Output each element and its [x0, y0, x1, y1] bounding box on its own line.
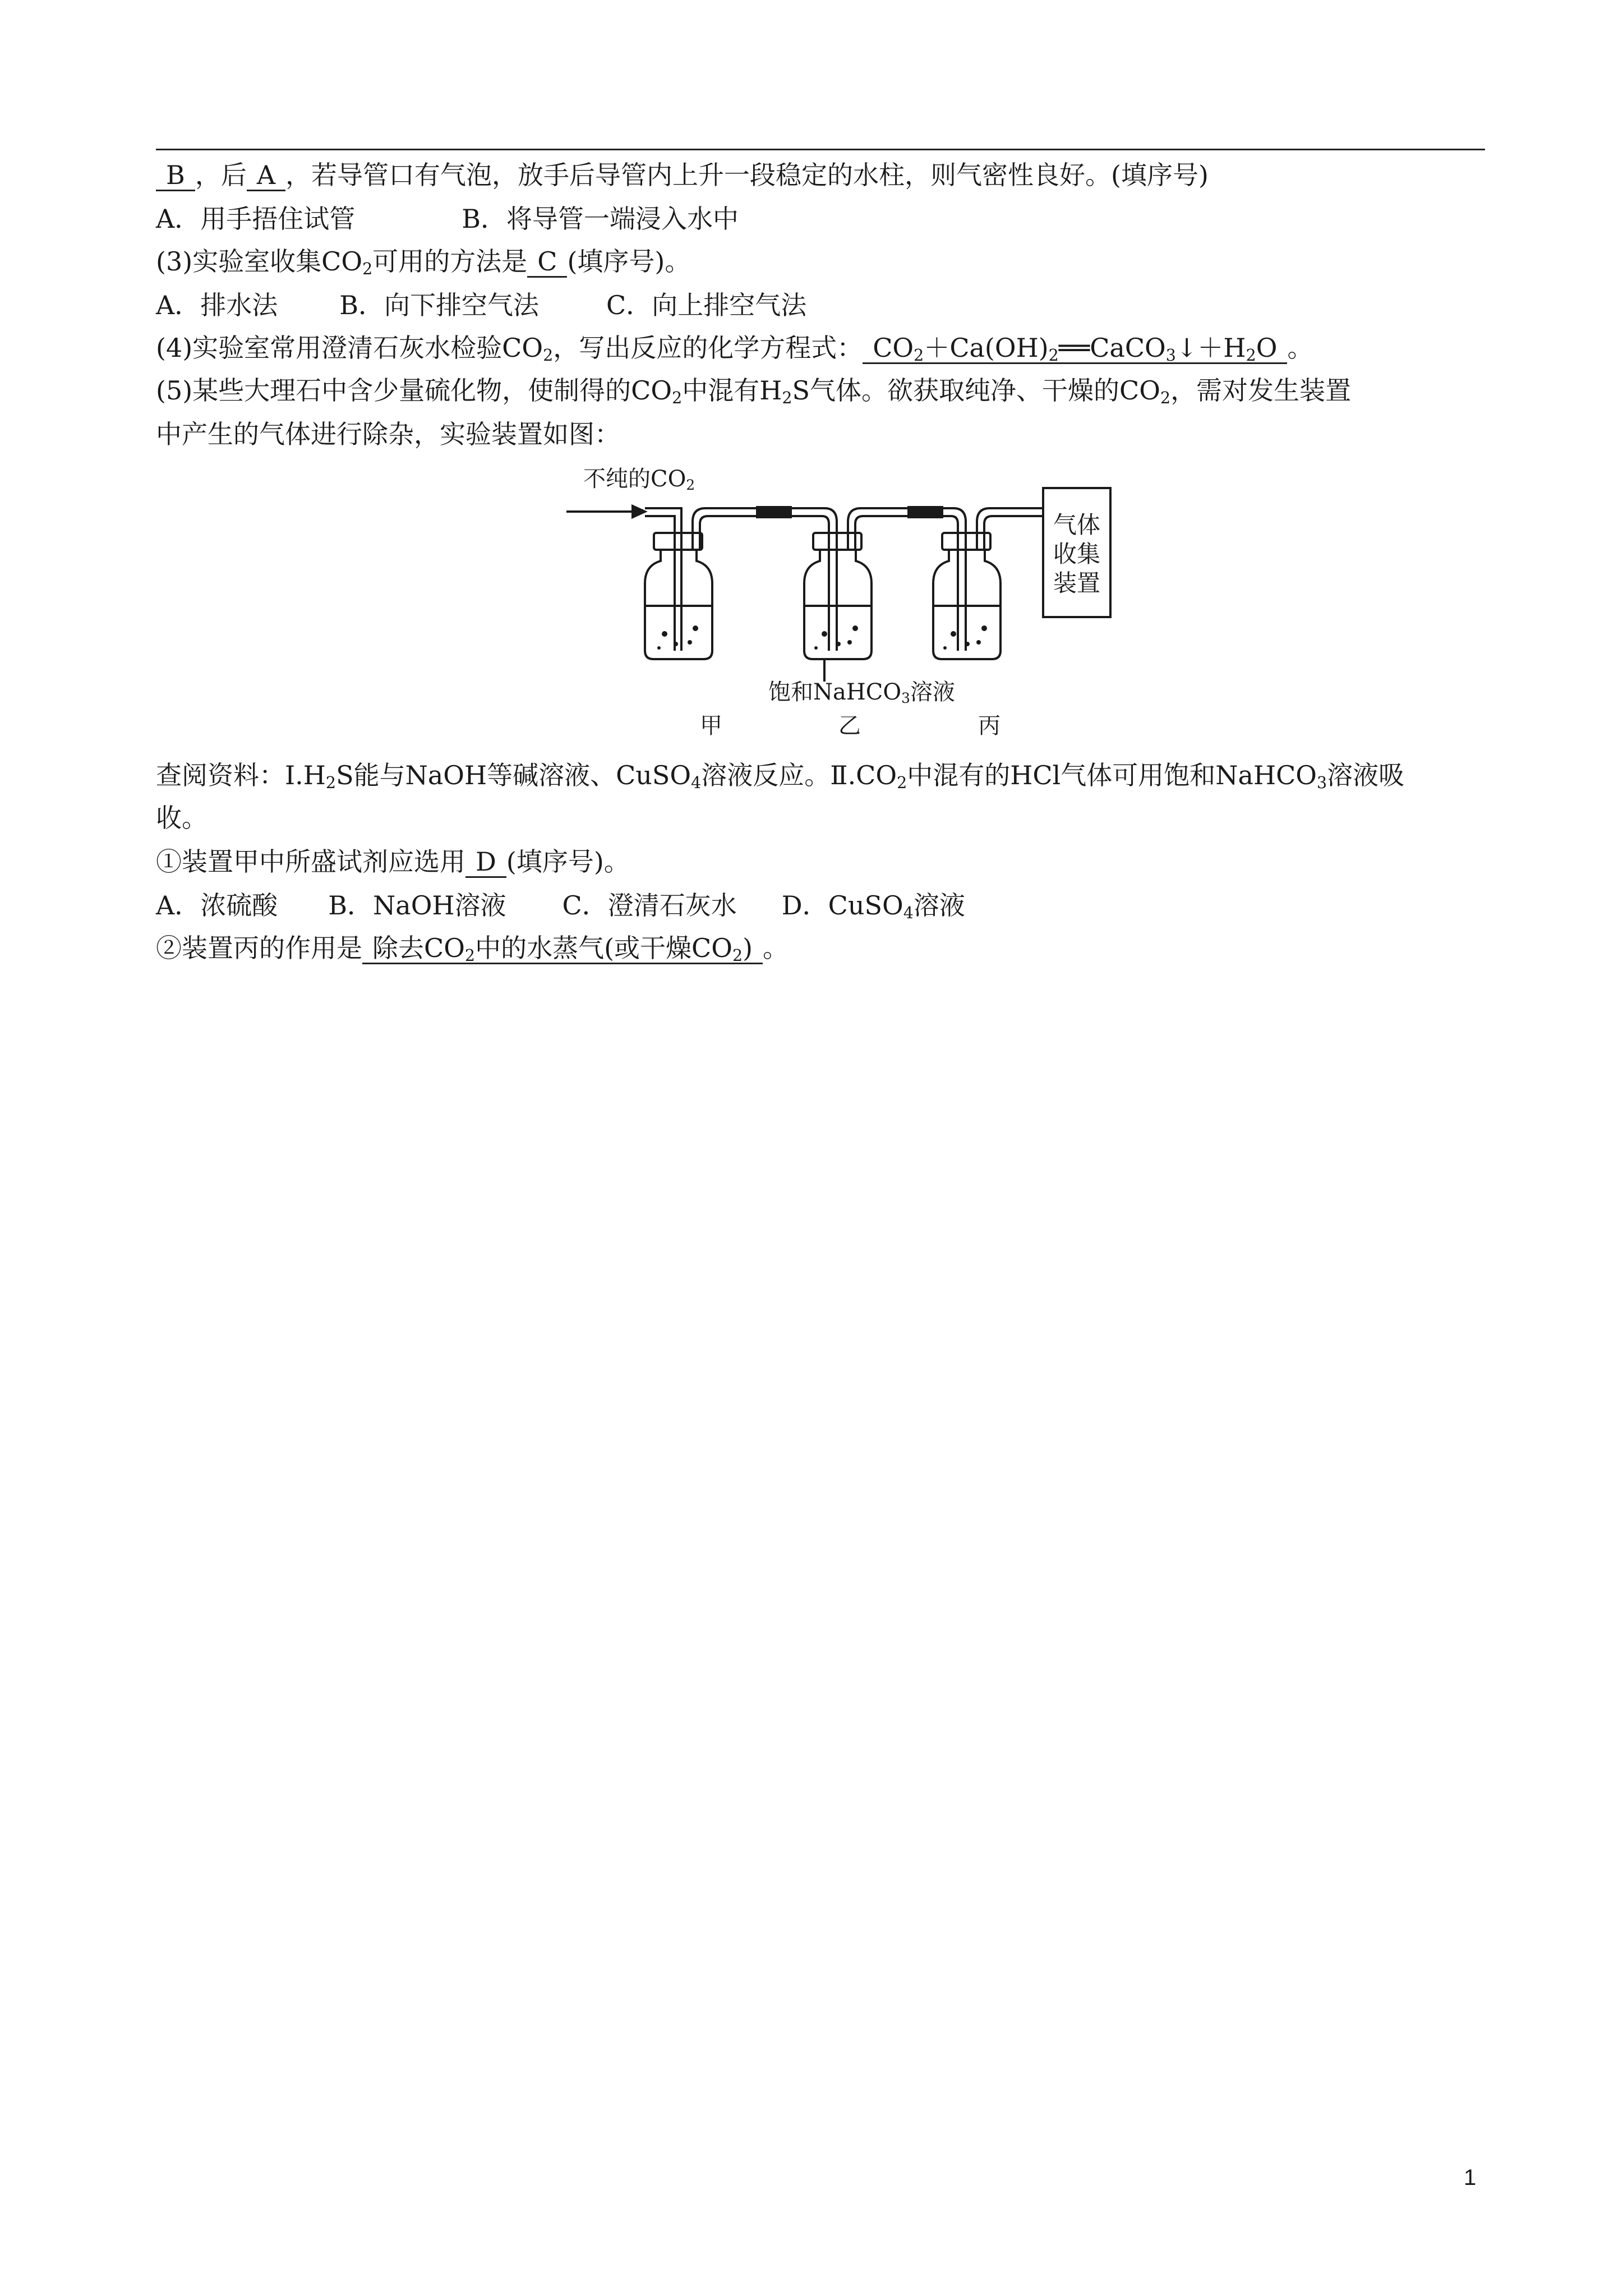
sub1-text: ①装置甲中所盛试剂应选用: [156, 846, 465, 877]
subscript: 2: [325, 774, 336, 793]
option-a: A．排水法: [156, 290, 278, 320]
answer-blank-2: A: [247, 160, 285, 191]
q2-rest: ，若导管口有气泡，放手后导管内上升一段稳定的水柱，则气密性良好。(填序号): [285, 160, 1209, 190]
arrow-head: [633, 506, 645, 517]
sub1-line: [156, 845, 630, 878]
q3-tail: (填序号)。: [567, 246, 691, 277]
rubber-connector-1: [757, 507, 791, 517]
option-d-text: 溶液: [913, 890, 965, 921]
answer-text: ): [743, 933, 753, 963]
option-a: A．用手捂住试管: [156, 204, 356, 234]
subscript: 2: [686, 477, 695, 494]
q5-text: (5)某些大理石中含少量硫化物，使制得的CO: [156, 375, 672, 406]
bottle-label-jia: 甲: [700, 713, 722, 739]
subscript: 4: [691, 774, 702, 793]
q3-line: [156, 245, 690, 278]
option-d-text: D．CuSO: [781, 890, 903, 921]
subscript: 2: [1246, 346, 1256, 365]
option-b: B．将导管一端浸入水中: [462, 204, 739, 234]
q5-text: ，需对发生装置: [1170, 375, 1352, 406]
ref-text: 溶液吸: [1327, 760, 1405, 790]
eq-part: O: [1256, 333, 1278, 363]
answer-text: 中的水蒸气(或干燥CO: [475, 933, 732, 963]
q5-text: 中混有H: [682, 375, 782, 406]
rubber-connector-2: [909, 507, 942, 517]
answer-blank: C: [527, 247, 567, 278]
nahco3-text: 溶液: [910, 679, 955, 705]
bottle-label-yi: 乙: [838, 713, 861, 739]
ref-text: 溶液反应。Ⅱ.CO: [701, 760, 897, 790]
subscript: 2: [914, 346, 924, 365]
answer-blank: [362, 933, 763, 964]
apparatus-diagram: [561, 466, 1155, 757]
subscript: 2: [1048, 346, 1059, 365]
ref-text: S能与NaOH等碱溶液、CuSO: [336, 760, 691, 790]
q3-options: [156, 288, 806, 322]
subscript: 2: [362, 260, 373, 279]
q5-line-1: [156, 374, 1351, 407]
ref-text: 收。: [156, 803, 208, 833]
page-number: 1: [1464, 2165, 1477, 2190]
option-c: C．澄清石灰水: [562, 890, 737, 921]
sub1-tail: (填序号)。: [506, 846, 630, 877]
answer-blank: D: [465, 847, 506, 878]
subscript: 2: [1160, 389, 1171, 408]
option-b: B．向下排空气法: [339, 290, 540, 320]
sub1-options: [156, 889, 965, 922]
nahco3-label: [768, 679, 955, 706]
bottle-jia: [645, 550, 712, 659]
q4-line: [156, 331, 1313, 365]
option-c: C．向上排空气法: [606, 290, 807, 320]
eq-part: ＋Ca(OH): [924, 333, 1049, 363]
eq-part: CO: [873, 333, 914, 363]
subscript: 3: [1165, 346, 1176, 365]
header-rule: [156, 149, 1485, 150]
equation-answer: [863, 333, 1287, 364]
ref-text: 查阅资料：I.H: [156, 760, 326, 790]
stopper-1: [654, 533, 702, 550]
q3-text-2: 可用的方法是: [372, 246, 528, 277]
nahco3-text: 饱和NaHCO: [768, 679, 902, 705]
subscript: 2: [782, 389, 792, 408]
q4-text: (4)实验室常用澄清石灰水检验CO: [156, 333, 543, 363]
option-d: [782, 890, 965, 921]
subscript: 2: [732, 946, 743, 965]
inlet-text: 不纯的CO: [583, 466, 686, 492]
eq-part: ══CaCO: [1058, 333, 1166, 363]
sub2-line: [156, 931, 789, 965]
q5-line-2: [156, 417, 620, 451]
q5-text: S气体。欲获取纯净、干燥的CO: [792, 375, 1160, 406]
ref-line-1: [156, 758, 1404, 792]
subscript: 3: [901, 690, 910, 707]
subscript: 3: [1316, 774, 1327, 793]
subscript: 2: [464, 946, 476, 965]
bottle-label-bing: 丙: [978, 713, 1000, 739]
answer-text: 除去CO: [372, 933, 465, 963]
sub2-text: ②装置丙的作用是: [156, 933, 362, 963]
q4-end: 。: [1287, 333, 1313, 363]
q5-text: 中产生的气体进行除杂，实验装置如图：: [156, 419, 620, 449]
eq-part: ↓＋H: [1175, 333, 1246, 363]
subscript: 2: [672, 389, 683, 408]
inlet-label: [583, 466, 695, 493]
q2-text: ，后: [195, 160, 247, 190]
subscript: 4: [903, 904, 914, 923]
subscript: 2: [897, 774, 907, 793]
collector-label: 气体收集装置: [1053, 511, 1100, 597]
ref-line-2: [156, 801, 208, 835]
q2-options: [156, 202, 739, 236]
answer-blank-1: B: [156, 160, 195, 191]
q4-text-2: ，写出反应的化学方程式：: [553, 333, 863, 363]
sub2-end: 。: [763, 933, 789, 963]
option-a: A．浓硫酸: [156, 890, 278, 921]
q2-line: [156, 158, 1209, 192]
ref-text: 中混有的HCl气体可用饱和NaHCO: [907, 760, 1317, 790]
q3-text: (3)实验室收集CO: [156, 246, 363, 277]
option-b: B．NaOH溶液: [328, 890, 506, 921]
subscript: 2: [543, 346, 554, 365]
